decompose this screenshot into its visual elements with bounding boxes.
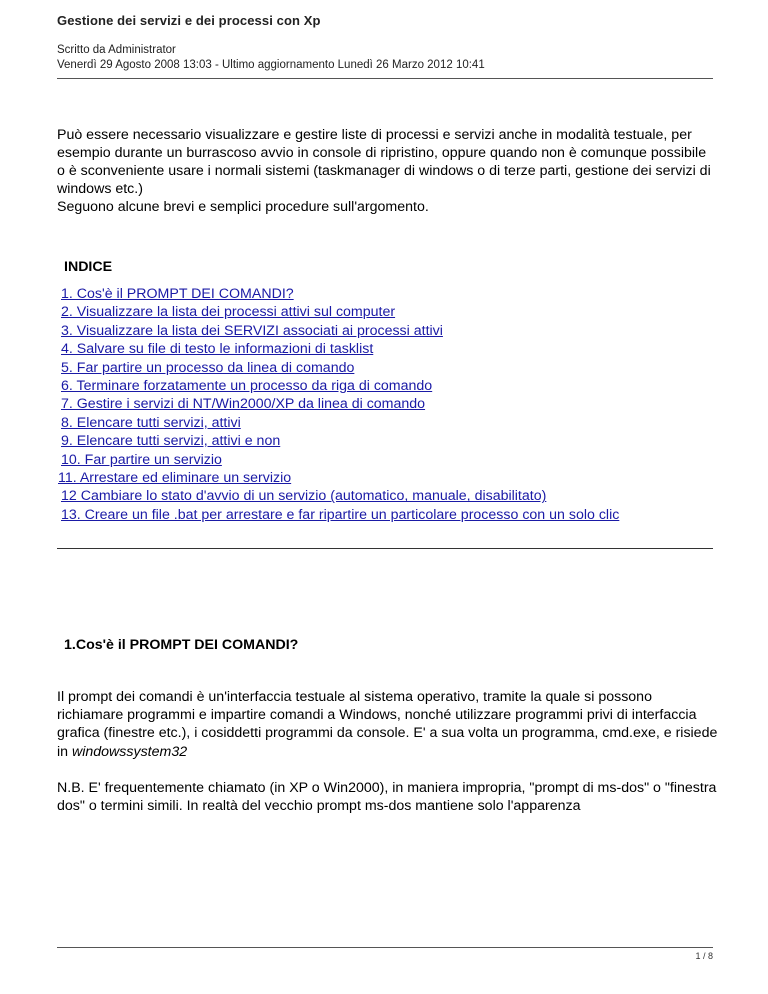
- body-paragraph-1-text: Il prompt dei comandi è un'interfaccia testuale al sistema operativo, tramite la quale si possono richiamare programmi e impartire comandi a Windows, nonché utilizzare programmi privi di interfaccia grafica (finestre etc.), i cosiddetti programmi da console. E' a sua volta un programma, cmd.exe, e risiede in: [57, 689, 718, 760]
- toc-link-10[interactable]: 10. Far partire un servizio: [61, 451, 222, 468]
- table-of-contents: [58, 285, 738, 524]
- toc-link-5[interactable]: 5. Far partire un processo da linea di comando: [61, 359, 355, 376]
- toc-item: [58, 322, 738, 340]
- toc-link-12[interactable]: 12 Cambiare lo stato d'avvio di un servizio (automatico, manuale, disabilitato): [61, 488, 547, 505]
- toc-item: [58, 469, 738, 487]
- body-paragraph-2: N.B. E' frequentemente chiamato (in XP o Win2000), in maniera impropria, "prompt di ms-dos" o "finestra dos" o termini simili. In realtà del vecchio prompt ms-dos mantiene solo l'apparenza: [57, 779, 717, 815]
- index-heading: INDICE: [64, 259, 113, 275]
- toc-item: [58, 377, 738, 395]
- toc-item: [58, 303, 738, 321]
- toc-link-1[interactable]: 1. Cos'è il PROMPT DEI COMANDI?: [61, 286, 294, 302]
- header-divider: [57, 78, 713, 79]
- toc-item: [58, 432, 738, 450]
- toc-link-6[interactable]: 6. Terminare forzatamente un processo da riga di comando: [61, 378, 433, 395]
- toc-link-2[interactable]: 2. Visualizzare la lista dei processi attivi sul computer: [61, 304, 396, 321]
- toc-link-7[interactable]: 7. Gestire i servizi di NT/Win2000/XP da linea di comando: [61, 396, 426, 413]
- section-body: [57, 688, 719, 833]
- section-divider: [57, 548, 713, 549]
- toc-item: [58, 395, 738, 413]
- toc-link-3[interactable]: 3. Visualizzare la lista dei SERVIZI associati ai processi attivi: [61, 322, 443, 339]
- page-number: 1 / 8: [695, 951, 713, 961]
- intro-paragraph: Può essere necessario visualizzare e gestire liste di processi e servizi anche in modalità testuale, per esempio durante un burrascoso avvio in console di ripristino, oppure quando non è comunque possibile o è sconveniente usare i normali sistemi (taskmanager di windows o di terze parti, gestione dei servizi di windows etc.): [57, 127, 711, 197]
- toc-item: [58, 506, 738, 524]
- intro-text: [57, 126, 717, 216]
- toc-item: [58, 487, 738, 505]
- document-title: Gestione dei servizi e dei processi con Xp: [57, 13, 321, 28]
- toc-link-4[interactable]: 4. Salvare su file di testo le informazioni di tasklist: [61, 341, 374, 358]
- toc-link-11[interactable]: 11. Arrestare ed eliminare un servizio: [58, 470, 292, 487]
- toc-item: [58, 414, 738, 432]
- toc-item: [58, 451, 738, 469]
- toc-item: [58, 359, 738, 377]
- toc-item: [58, 285, 738, 303]
- author-line: Scritto da Administrator: [57, 44, 176, 56]
- article-meta: [57, 43, 485, 73]
- system-path: windowssystem32: [71, 743, 188, 760]
- toc-link-13[interactable]: 13. Creare un file .bat per arrestare e far ripartire un particolare processo con un solo clic: [61, 506, 620, 523]
- section-heading: 1.Cos'è il PROMPT DEI COMANDI?: [64, 637, 299, 653]
- body-paragraph-1: [57, 688, 719, 761]
- date-line: Venerdì 29 Agosto 2008 13:03 - Ultimo aggiornamento Lunedì 26 Marzo 2012 10:41: [57, 59, 485, 71]
- toc-link-8[interactable]: 8. Elencare tutti servizi, attivi: [61, 414, 241, 431]
- toc-item: [58, 340, 738, 358]
- intro-second-line: Seguono alcune brevi e semplici procedure sull'argomento.: [57, 199, 429, 215]
- footer-divider: [57, 947, 713, 948]
- toc-link-9[interactable]: 9. Elencare tutti servizi, attivi e non: [61, 433, 281, 450]
